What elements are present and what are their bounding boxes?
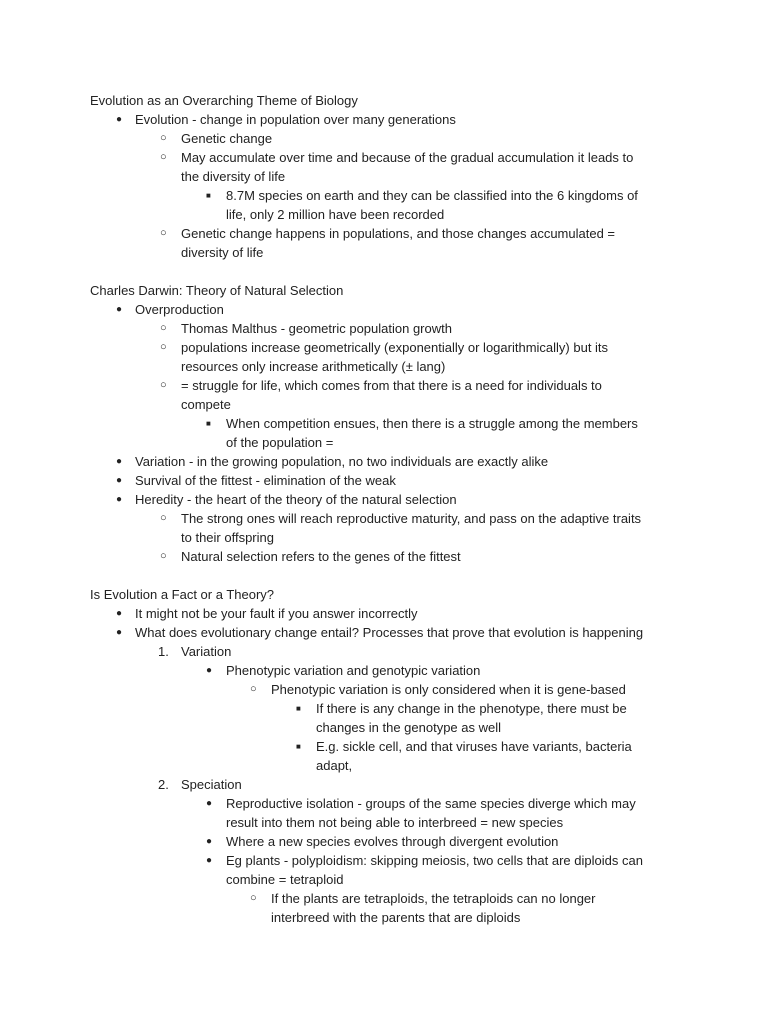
list-item-text: Heredity - the heart of the theory of the natural selection [135,492,457,507]
list-item-text: Genetic change [181,131,273,146]
list-item-text: = struggle for life, which comes from that there is a need for individuals to [181,378,602,393]
list-item-text: compete [181,397,231,412]
list-item-text: May accumulate over time and because of the gradual accumulation it leads to [181,150,634,165]
section-gap [0,262,768,281]
list-item-text: life, only 2 million have been recorded [226,207,445,222]
list-item [0,851,768,889]
list-item [0,661,768,680]
list-item [0,110,768,129]
bullet-icon: ● [116,304,123,315]
list-item-text: Eg plants - polyploidism: skipping meiosis, two cells that are diploids can [226,853,643,868]
bullet-icon: ● [206,836,213,847]
section-heading: Charles Darwin: Theory of Natural Selection [90,283,344,298]
list-item-text: Natural selection refers to the genes of the fittest [181,549,461,564]
bullet-icon: ○ [160,341,167,353]
bullet-icon: ● [116,494,123,505]
list-item-text: of the population = [226,435,334,450]
list-item [0,376,768,414]
list-item-text: Thomas Malthus - geometric population growth [181,321,452,336]
list-item-text: Reproductive isolation - groups of the same species diverge which may [226,796,636,811]
list-item-text: Speciation [181,777,242,792]
list-item [0,680,768,699]
list-item-text: Overproduction [135,302,224,317]
list-item-text: populations increase geometrically (exponentially or logarithmically) but its [181,340,609,355]
list-item [0,775,768,794]
list-item-text: interbreed with the parents that are diploids [271,910,521,925]
section-heading: Is Evolution a Fact or a Theory? [90,587,275,602]
document-page [0,91,768,927]
bullet-icon: ● [116,627,123,638]
bullet-icon: ○ [160,379,167,391]
list-item-text: When competition ensues, then there is a struggle among the members [226,416,638,431]
list-item-text: result into them not being able to interbreed = new species [226,815,564,830]
list-item-text: It might not be your fault if you answer incorrectly [135,606,418,621]
list-item [0,414,768,452]
bullet-icon: ■ [296,742,301,751]
list-item-text: Genetic change happens in populations, and those changes accumulated = [181,226,616,241]
list-item [0,319,768,338]
bullet-icon: ○ [160,322,167,334]
list-item-text: Evolution - change in population over many generations [135,112,456,127]
list-item-text: adapt, [316,758,353,773]
list-item-text: Phenotypic variation and genotypic variation [226,663,481,678]
bullet-icon: ○ [160,550,167,562]
list-item-text: changes in the genotype as well [316,720,502,735]
list-item-text: resources only increase arithmetically (± lang) [181,359,446,374]
list-item-text: The strong ones will reach reproductive maturity, and pass on the adaptive traits [181,511,642,526]
list-item [0,642,768,661]
list-item-text: Where a new species evolves through divergent evolution [226,834,559,849]
section-heading: Evolution as an Overarching Theme of Biology [90,93,358,108]
list-item [0,509,768,547]
bullet-icon: ● [116,456,123,467]
list-item-text: Variation [181,644,232,659]
list-item-text: diversity of life [181,245,264,260]
list-item [0,490,768,509]
list-item-text: combine = tetraploid [226,872,344,887]
bullet-icon: ○ [160,227,167,239]
list-item-text: What does evolutionary change entail? Processes that prove that evolution is happening [135,625,644,640]
list-item [0,604,768,623]
bullet-icon: ● [116,608,123,619]
bullet-icon: ○ [160,132,167,144]
bullet-icon: ● [116,475,123,486]
list-item [0,832,768,851]
list-item [0,300,768,319]
list-item-text: Survival of the fittest - elimination of the weak [135,473,396,488]
bullet-icon: ○ [160,512,167,524]
list-item [0,737,768,775]
list-item [0,623,768,642]
bullet-icon: ■ [296,704,301,713]
bullet-icon: ○ [160,151,167,163]
bullet-icon: ● [206,798,213,809]
list-item-text: If the plants are tetraploids, the tetraploids can no longer [271,891,596,906]
list-item [0,338,768,376]
list-item-text: E.g. sickle cell, and that viruses have variants, bacteria [316,739,632,754]
list-item-text: If there is any change in the phenotype, there must be [316,701,627,716]
list-item [0,471,768,490]
bullet-icon: ● [206,855,213,866]
list-item-text: to their offspring [181,530,274,545]
list-item [0,452,768,471]
list-item [0,547,768,566]
bullet-icon: ■ [206,191,211,200]
list-number: 1. [158,644,169,659]
list-item-text: Variation - in the growing population, no two individuals are exactly alike [135,454,549,469]
list-item-text: 8.7M species on earth and they can be classified into the 6 kingdoms of [226,188,638,203]
list-item [0,224,768,262]
bullet-icon: ● [206,665,213,676]
list-item [0,186,768,224]
list-item-text: the diversity of life [181,169,286,184]
list-item [0,794,768,832]
list-item-text: Phenotypic variation is only considered when it is gene-based [271,682,626,697]
list-number: 2. [158,777,169,792]
bullet-icon: ■ [206,419,211,428]
section-gap [0,566,768,585]
bullet-icon: ○ [250,892,257,904]
list-item [0,129,768,148]
bullet-icon: ○ [250,683,257,695]
list-item [0,889,768,927]
list-item [0,699,768,737]
bullet-icon: ● [116,114,123,125]
list-item [0,148,768,186]
